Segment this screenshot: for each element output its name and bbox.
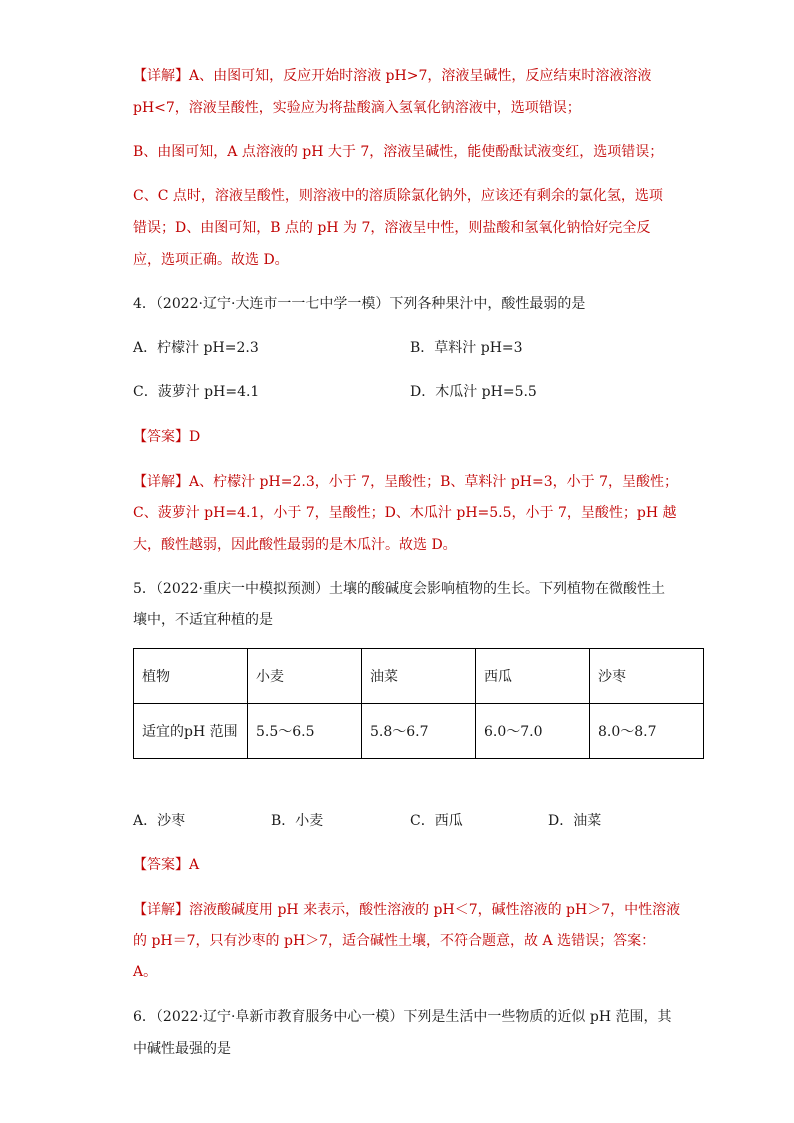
table-cell: 西瓜 [476,649,590,704]
table-cell: 6.0～7.0 [476,704,590,759]
ph-range-table [133,648,704,759]
question-5-stem: 壤中，不适宜种植的是 [133,612,273,628]
q5-option-d: D．油菜 [548,813,602,829]
q4-answer: 【答案】D [133,429,201,445]
explain-line: 【详解】A、由图可知，反应开始时溶液 pH>7，溶液呈碱性，反应结束时溶液溶液 [133,68,652,84]
table-cell: 5.5～6.5 [248,704,362,759]
question-5-stem: 5．（2022·重庆一中模拟预测）土壤的酸碱度会影响植物的生长。下列植物在微酸性土 [133,581,665,597]
q5-answer: 【答案】A [133,857,200,873]
explain-line: 应，选项正确。故选 D。 [133,252,289,268]
explain-line: 错误；D、由图可知，B 点的 pH 为 7，溶液呈中性，则盐酸和氢氧化钠恰好完全反 [133,220,651,236]
q4-option-b: B．草料汁 pH=3 [410,340,523,356]
explain-line: B、由图可知，A 点溶液的 pH 大于 7，溶液呈碱性，能使酚酞试液变红，选项错误； [133,144,664,160]
table-cell: 沙枣 [590,649,704,704]
q5-explain-line: 的 pH＝7，只有沙枣的 pH＞7，适合碱性土壤，不符合题意，故 A 选错误；答案： [133,933,656,949]
table-row [134,704,704,759]
q5-explain-line: A。 [133,964,158,980]
explain-line: pH<7，溶液呈酸性，实验应为将盐酸滴入氢氧化钠溶液中，选项错误； [133,100,581,116]
q4-explain-line: 【详解】A、柠檬汁 pH=2.3，小于 7，呈酸性；B、草料汁 pH=3，小于 7，呈酸性； [133,474,678,490]
table-cell: 植物 [134,649,248,704]
table-cell: 小麦 [248,649,362,704]
table-cell: 适宜的pH 范围 [134,704,248,759]
question-6-stem: 6．（2022·辽宁·阜新市教育服务中心一模）下列是生活中一些物质的近似 pH 范围，其 [133,1009,672,1025]
q4-option-a: A．柠檬汁 pH=2.3 [133,340,259,356]
table-row [134,649,704,704]
q4-option-c: C．菠萝汁 pH=4.1 [133,384,260,400]
q5-explain-line: 【详解】溶液酸碱度用 pH 来表示，酸性溶液的 pH＜7，碱性溶液的 pH＞7，中性溶液 [133,902,681,918]
q5-option-c: C．西瓜 [410,813,463,829]
table-cell: 8.0～8.7 [590,704,704,759]
q5-option-b: B．小麦 [271,813,324,829]
explain-line: C、C 点时，溶液呈酸性，则溶液中的溶质除氯化钠外，应该还有剩余的氯化氢，选项 [133,188,663,204]
q4-explain-line: 大，酸性越弱，因此酸性最弱的是木瓜汁。故选 D。 [133,537,457,553]
question-6-stem: 中碱性最强的是 [133,1041,231,1057]
table-cell: 油菜 [362,649,476,704]
table-cell: 5.8～6.7 [362,704,476,759]
q4-explain-line: C、菠萝汁 pH=4.1，小于 7，呈酸性；D、木瓜汁 pH=5.5，小于 7，呈酸性；pH 越 [133,505,677,521]
question-4-stem: 4．（2022·辽宁·大连市一一七中学一模）下列各种果汁中，酸性最弱的是 [133,296,586,312]
q4-option-d: D．木瓜汁 pH=5.5 [410,384,537,400]
explain-tag: 【详解】 [133,68,189,84]
q5-option-a: A．沙枣 [133,813,186,829]
